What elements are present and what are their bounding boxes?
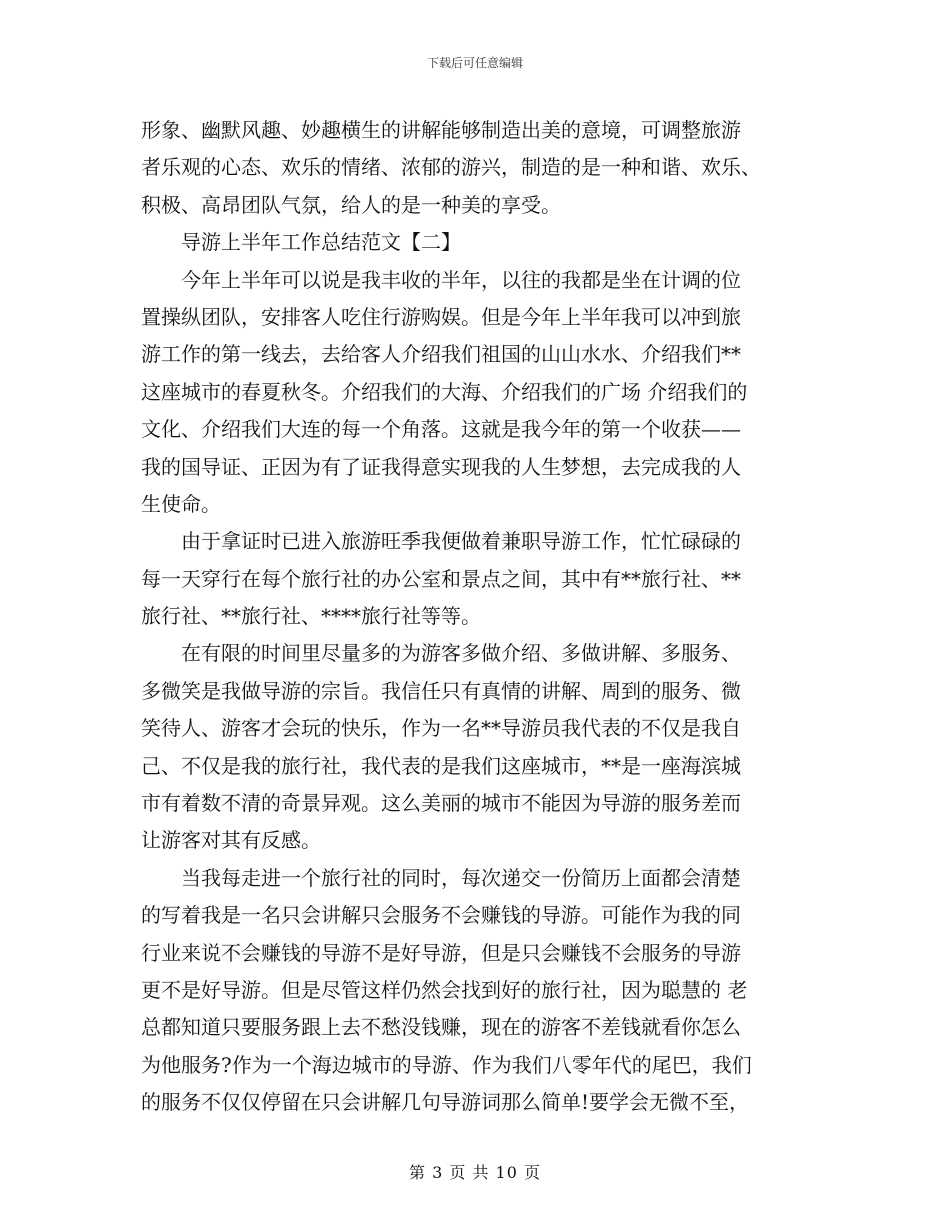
text-line: 市有着数不清的奇景异观。这么美丽的城市不能因为导游的服务差而: [141, 791, 741, 816]
text-line: 行业来说不会赚钱的导游不是好导游，但是只会赚钱不会服务的导游: [141, 940, 741, 965]
text-line: 更不是好导游。但是尽管这样仍然会找到好的旅行社，因为聪慧的 老: [141, 977, 748, 1002]
text-line: 在有限的时间里尽量多的为游客多做介绍、多做讲解、多服务、: [181, 641, 741, 666]
text-line: 为他服务?作为一个海边城市的导游、作为我们八零年代的尾巴，我们: [141, 1052, 752, 1077]
text-line: 每一天穿行在每个旅行社的办公室和景点之间，其中有**旅行社、**: [141, 566, 741, 591]
text-line: 我的国导证、正因为有了证我得意实现我的人生梦想，去完成我的人: [141, 454, 741, 479]
page-number: 第 3 页 共 10 页: [409, 1163, 541, 1182]
text-line: 导游上半年工作总结范文【二】: [181, 230, 461, 255]
text-line: 让游客对其有反感。: [141, 828, 321, 853]
text-line: 的写着我是一名只会讲解只会服务不会赚钱的导游。可能作为我的同: [141, 903, 741, 928]
text-line: 当我每走进一个旅行社的同时，每次递交一份简历上面都会清楚: [181, 865, 741, 890]
text-line: 游工作的第一线去，去给客人介绍我们祖国的山山水水、介绍我们**: [141, 342, 741, 367]
text-line: 这座城市的春夏秋冬。介绍我们的大海、介绍我们的广场 介绍我们的: [141, 379, 748, 404]
text-line: 今年上半年可以说是我丰收的半年，以往的我都是坐在计调的位: [181, 267, 741, 292]
text-line: 由于拿证时已进入旅游旺季我便做着兼职导游工作，忙忙碌碌的: [181, 529, 741, 554]
text-line: 旅行社、**旅行社、****旅行社等等。: [141, 604, 481, 629]
text-line: 己、不仅是我的旅行社，我代表的是我们这座城市，**是一座海滨城: [141, 753, 741, 778]
text-line: 者乐观的心态、欢乐的情绪、浓郁的游兴，制造的是一种和谐、欢乐、: [141, 155, 761, 180]
text-line: 总都知道只要服务跟上去不愁没钱赚，现在的游客不差钱就看你怎么: [141, 1015, 741, 1040]
text-line: 的服务不仅仅停留在只会讲解几句导游词那么简单!要学会无微不至，: [141, 1090, 750, 1115]
text-line: 形象、幽默风趣、妙趣横生的讲解能够制造出美的意境，可调整旅游: [141, 118, 741, 142]
text-line: 笑待人、游客才会玩的快乐，作为一名**导游员我代表的不仅是我自: [141, 716, 741, 741]
text-line: 文化、介绍我们大连的每一个角落。这就是我今年的第一个收获——: [141, 417, 741, 442]
text-line: 积极、高昂团队气氛，给人的是一种美的享受。: [141, 192, 561, 217]
text-line: 生使命。: [141, 491, 221, 516]
text-line: 置操纵团队，安排客人吃住行游购娱。但是今年上半年我可以冲到旅: [141, 304, 741, 329]
document-body: [141, 112, 809, 1122]
text-line: 多微笑是我做导游的宗旨。我信任只有真情的讲解、周到的服务、微: [141, 678, 741, 703]
page-header-note: 下载后可任意编辑: [426, 56, 523, 70]
